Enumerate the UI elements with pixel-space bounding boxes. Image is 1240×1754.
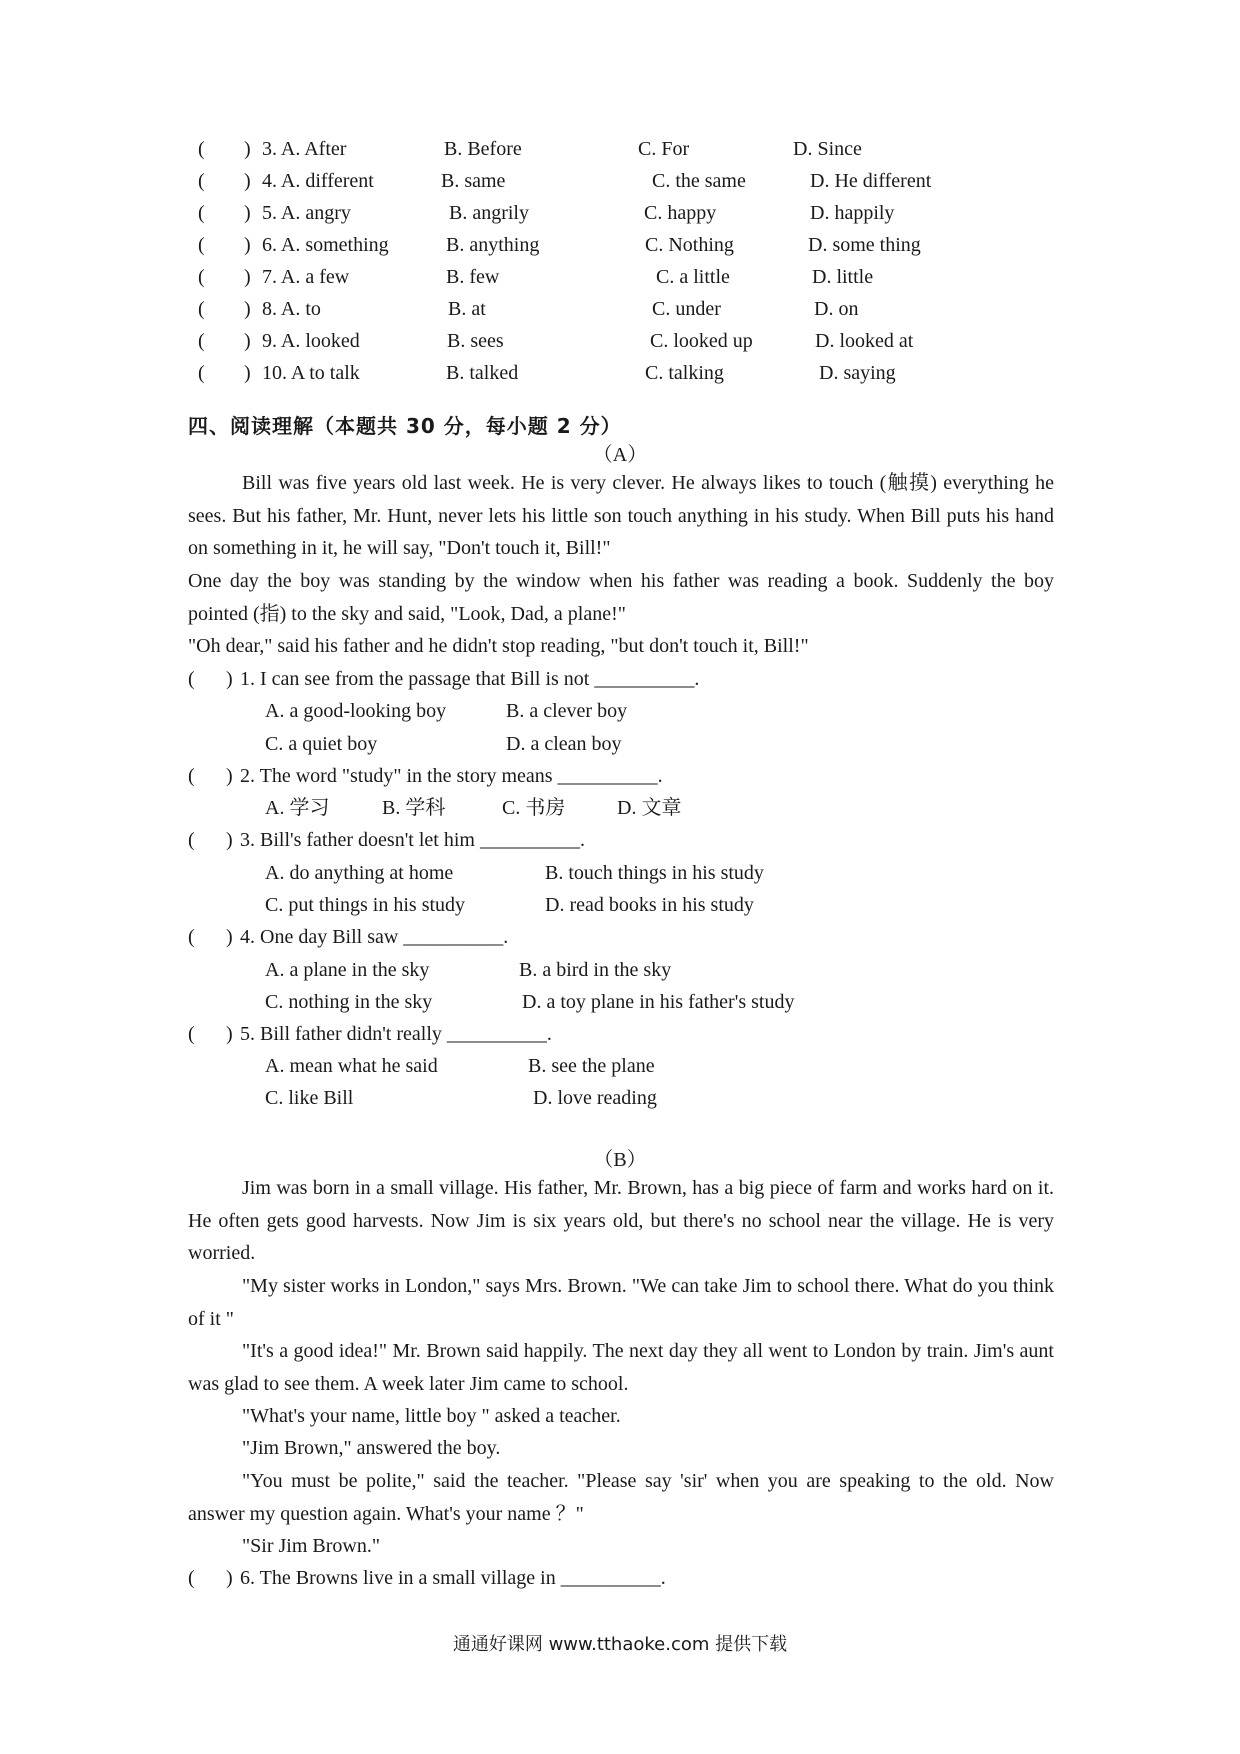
answer-paren-close: ) <box>244 202 251 224</box>
answer-paren-open: ( <box>198 138 205 160</box>
option-a: 4. A. different <box>262 170 374 192</box>
question-text: 4. One day Bill saw __________. <box>240 926 509 948</box>
answer-paren-open: ( <box>188 1567 195 1589</box>
option-c: C. under <box>652 298 721 320</box>
answer-paren-open: ( <box>198 266 205 288</box>
option-b: B. Before <box>444 138 522 160</box>
option-d: D. saying <box>819 362 896 384</box>
answer-paren-open: ( <box>188 668 195 690</box>
option-d: D. a clean boy <box>506 733 622 755</box>
option-d: D. 文章 <box>617 797 682 819</box>
option-b: B. at <box>448 298 486 320</box>
option-c: C. put things in his study <box>265 894 466 916</box>
passage-b-paragraph-1: Jim was born in a small village. His father, Mr. Brown, has a big piece of farm and works hard on it. He often gets good harvests. Now Jim is six years old, but there's no school near the village. He is very worried. <box>188 1177 1054 1264</box>
passage-b-paragraph-4: "What's your name, little boy " asked a teacher. <box>242 1405 621 1427</box>
option-c: C. nothing in the sky <box>265 991 433 1013</box>
passage-a-paragraph-1: Bill was five years old last week. He is very clever. He always likes to touch (触摸) everything he sees. But his father, Mr. Hunt, never lets his little son touch anything in his study. When Bill puts his hand on something in it, he will say, "Don't touch it, Bill!" <box>188 472 1054 559</box>
option-c: C. Nothing <box>645 234 734 256</box>
answer-paren-close: ) <box>226 829 233 851</box>
answer-paren-open: ( <box>198 202 205 224</box>
option-b: B. anything <box>446 234 540 256</box>
answer-paren-close: ) <box>244 138 251 160</box>
option-a: 10. A to talk <box>262 362 360 384</box>
passage-b-paragraph-7: "Sir Jim Brown." <box>242 1535 381 1557</box>
passage-a-paragraph-3: "Oh dear," said his father and he didn't stop reading, "but don't touch it, Bill!" <box>188 635 809 657</box>
answer-paren-open: ( <box>198 170 205 192</box>
option-c: C. the same <box>652 170 746 192</box>
option-d: D. Since <box>793 138 862 160</box>
option-d: D. looked at <box>815 330 914 352</box>
option-c: C. like Bill <box>265 1087 354 1109</box>
option-a: A. mean what he said <box>265 1055 438 1077</box>
answer-paren-open: ( <box>198 234 205 256</box>
option-b: B. a bird in the sky <box>519 959 672 981</box>
option-a: 8. A. to <box>262 298 321 320</box>
option-d: D. happily <box>810 202 895 224</box>
question-text: 6. The Browns live in a small village in __________. <box>240 1567 666 1589</box>
section-heading: 四、阅读理解（本题共 30 分，每小题 2 分） <box>188 414 622 438</box>
answer-paren-close: ) <box>226 668 233 690</box>
footer-watermark: 通通好课网 www.tthaoke.com 提供下载 <box>452 1634 788 1655</box>
option-c: C. For <box>638 138 690 160</box>
answer-paren-close: ) <box>244 362 251 384</box>
passage-a-label: （A） <box>592 444 648 466</box>
answer-paren-close: ) <box>244 298 251 320</box>
option-d: D. a toy plane in his father's study <box>522 991 795 1013</box>
question-text: 5. Bill father didn't really __________. <box>240 1023 552 1045</box>
answer-paren-open: ( <box>198 298 205 320</box>
option-a: A. do anything at home <box>265 862 454 884</box>
answer-paren-close: ) <box>226 1023 233 1045</box>
option-a: 6. A. something <box>262 234 389 256</box>
option-c: C. happy <box>644 202 717 224</box>
passage-b-label: （B） <box>593 1149 647 1171</box>
answer-paren-open: ( <box>188 765 195 787</box>
question-text: 3. Bill's father doesn't let him __________. <box>240 829 585 851</box>
passage-a-paragraph-2: One day the boy was standing by the window when his father was reading a book. Suddenly the boy pointed (指) to the sky and said, "Look, Dad, a plane!" <box>188 570 1054 625</box>
option-b: B. angrily <box>449 202 529 224</box>
option-d: D. He different <box>810 170 932 192</box>
option-a: 3. A. After <box>262 138 347 160</box>
passage-b-paragraph-5: "Jim Brown," answered the boy. <box>242 1437 501 1459</box>
option-d: D. some thing <box>808 234 921 256</box>
option-a: A. a plane in the sky <box>265 959 430 981</box>
answer-paren-open: ( <box>198 362 205 384</box>
answer-paren-close: ) <box>244 266 251 288</box>
option-c: C. a little <box>656 266 730 288</box>
answer-paren-close: ) <box>226 1567 233 1589</box>
option-d: D. read books in his study <box>545 894 754 916</box>
answer-paren-close: ) <box>226 765 233 787</box>
question-text: 2. The word "study" in the story means __________. <box>240 765 663 787</box>
answer-paren-open: ( <box>198 330 205 352</box>
answer-paren-close: ) <box>244 234 251 256</box>
option-a: 5. A. angry <box>262 202 351 224</box>
option-a: 9. A. looked <box>262 330 360 352</box>
option-b: B. few <box>446 266 500 288</box>
option-a: A. 学习 <box>265 797 330 819</box>
option-d: D. little <box>812 266 874 288</box>
option-c: C. a quiet boy <box>265 733 378 755</box>
option-b: B. sees <box>447 330 504 352</box>
option-d: D. love reading <box>533 1087 657 1109</box>
passage-b-paragraph-6: "You must be polite," said the teacher. "Please say 'sir' when you are speaking to the old. Now answer my question again. What's your name ？" <box>188 1470 1054 1525</box>
option-c: C. talking <box>645 362 724 384</box>
answer-paren-close: ) <box>244 170 251 192</box>
option-a: 7. A. a few <box>262 266 350 288</box>
option-c: C. looked up <box>650 330 753 352</box>
option-b: B. 学科 <box>382 797 446 819</box>
option-a: A. a good-looking boy <box>265 700 447 722</box>
option-b: B. touch things in his study <box>545 862 764 884</box>
passage-b-paragraph-3: "It's a good idea!" Mr. Brown said happily. The next day they all went to London by train. Jim's aunt was glad to see them. A week later Jim came to school. <box>188 1340 1054 1395</box>
option-c: C. 书房 <box>502 797 566 819</box>
answer-paren-close: ) <box>226 926 233 948</box>
answer-paren-close: ) <box>244 330 251 352</box>
option-b: B. see the plane <box>528 1055 655 1077</box>
answer-paren-open: ( <box>188 829 195 851</box>
option-b: B. talked <box>446 362 519 384</box>
question-text: 1. I can see from the passage that Bill is not __________. <box>240 668 700 690</box>
option-d: D. on <box>814 298 859 320</box>
passage-b-paragraph-2: "My sister works in London," says Mrs. Brown. "We can take Jim to school there. What do you think of it " <box>188 1275 1054 1330</box>
answer-paren-open: ( <box>188 926 195 948</box>
answer-paren-open: ( <box>188 1023 195 1045</box>
option-b: B. same <box>441 170 506 192</box>
option-b: B. a clever boy <box>506 700 628 722</box>
